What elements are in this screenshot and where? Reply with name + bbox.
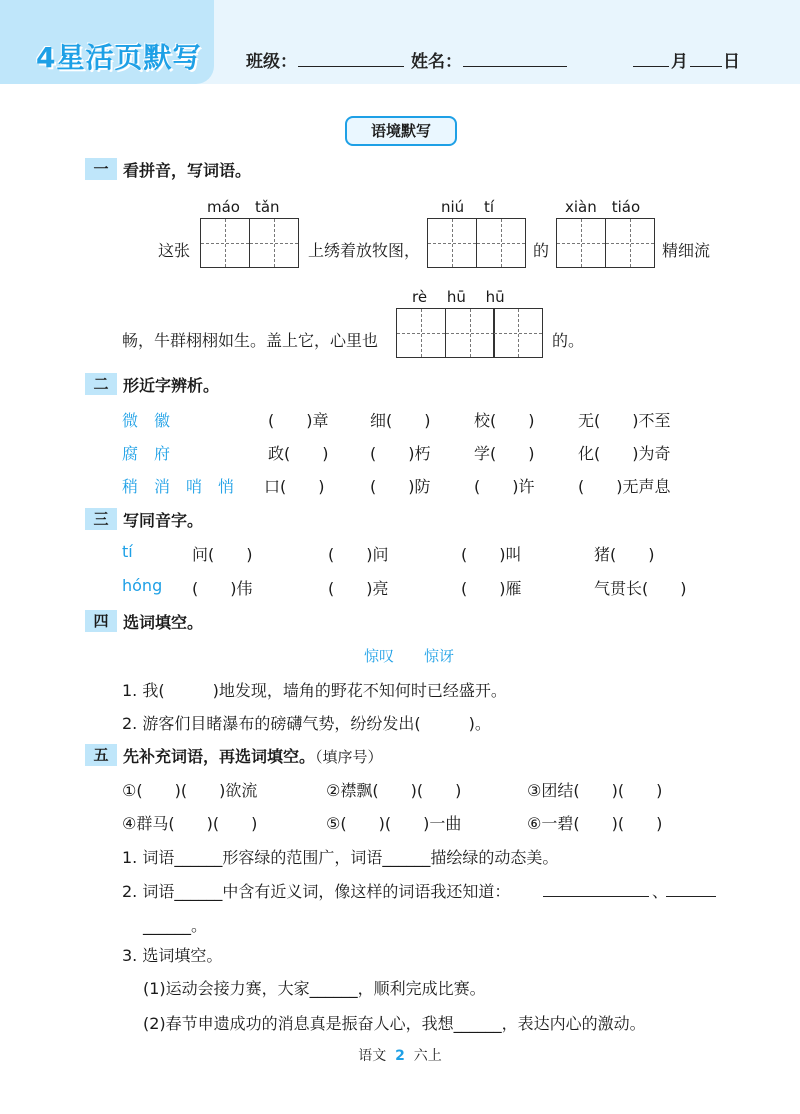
s4-question-1[interactable]: 1. 我( )地发现，墙角的野花不知何时已经盛开。	[122, 681, 507, 700]
section-5-number: 五	[85, 744, 117, 766]
fill-item[interactable]: 细( )	[370, 411, 431, 430]
s5-question-3-1[interactable]: (1)运动会接力赛，大家______，顺利完成比赛。	[143, 979, 486, 998]
day-label: 日	[723, 52, 740, 72]
s1-text-3: 的	[533, 241, 550, 260]
pinyin-rehuhu: rè hū hū	[412, 288, 505, 306]
fill-item[interactable]: 学( )	[474, 444, 535, 463]
answer-blank[interactable]	[666, 896, 716, 897]
s1-text-5: 畅，牛群栩栩如生。盖上它，心里也	[122, 331, 379, 350]
section-3-number: 三	[85, 508, 117, 530]
day-blank[interactable]	[690, 66, 722, 67]
s4-question-2[interactable]: 2. 游客们目睹瀑布的磅礴气势，纷纷发出( )。	[122, 714, 491, 733]
s5-question-2[interactable]: 2. 词语______中含有近义词，像这样的词语我还知道：	[122, 882, 511, 901]
month-label: 月	[671, 52, 688, 72]
section-2-number: 二	[85, 373, 117, 395]
fill-item[interactable]: 猪( )	[594, 545, 655, 564]
fill-item[interactable]: ( )章	[268, 411, 329, 430]
fill-item[interactable]: ( )许	[474, 477, 535, 496]
name-label: 姓名：	[411, 52, 462, 72]
idiom-item[interactable]: ②襟飘( )( )	[326, 781, 462, 800]
fill-item[interactable]: 口( )	[264, 477, 325, 496]
grid-cell[interactable]	[476, 218, 526, 268]
grid-cell[interactable]	[200, 218, 250, 268]
writing-grid-xiantiao[interactable]	[556, 218, 655, 268]
writing-grid-rehuhu[interactable]	[396, 308, 543, 358]
s5-question-1[interactable]: 1. 词语______形容绿的范围广，词语______描绘绿的动态美。	[122, 848, 559, 867]
idiom-item[interactable]: ⑥一碧( )( )	[527, 814, 663, 833]
fill-item[interactable]: 化( )为奇	[578, 444, 671, 463]
page-number: 2	[395, 1048, 405, 1064]
s5-question-3: 3. 选词填空。	[122, 946, 223, 965]
section-1-number: 一	[85, 158, 117, 180]
section-3-title: 写同音字。	[123, 511, 204, 530]
fill-item[interactable]: 校( )	[474, 411, 535, 430]
char-group: 稍 消 哨 悄	[122, 477, 235, 496]
idiom-item[interactable]: ⑤( )( )一曲	[326, 814, 462, 833]
s1-text-2: 上绣着放牧图，	[308, 241, 421, 260]
pinyin-ti: tí	[122, 542, 133, 561]
section-heading: 语境默写	[345, 116, 457, 146]
grid-cell[interactable]	[556, 218, 606, 268]
worksheet-title: 4星活页默写	[36, 41, 202, 74]
fill-item[interactable]: 气贯长( )	[594, 579, 687, 598]
s5-question-2-cont[interactable]: ______。	[143, 916, 208, 935]
idiom-item[interactable]: ③团结( )( )	[527, 781, 663, 800]
s5-question-3-2[interactable]: (2)春节申遗成功的消息真是振奋人心，我想______，表达内心的激动。	[143, 1014, 646, 1033]
section-5-title	[123, 744, 383, 767]
pinyin-maotan: máo tǎn	[207, 198, 280, 216]
section-5-title-text: 先补充词语，再选词填空。	[123, 747, 316, 766]
fill-item[interactable]: ( )朽	[370, 444, 431, 463]
fill-item[interactable]: ( )问	[328, 545, 389, 564]
grid-cell[interactable]	[427, 218, 477, 268]
page-footer	[0, 1045, 800, 1065]
fill-item[interactable]: 问( )	[192, 545, 253, 564]
fill-item[interactable]: 政( )	[268, 444, 329, 463]
fill-item[interactable]: ( )无声息	[578, 477, 671, 496]
grid-cell[interactable]	[249, 218, 299, 268]
section-4-number: 四	[85, 610, 117, 632]
fill-item[interactable]: ( )伟	[192, 579, 253, 598]
fill-item[interactable]: ( )亮	[328, 579, 389, 598]
fill-item[interactable]: 无( )不至	[578, 411, 671, 430]
footer-grade: 六上	[413, 1048, 442, 1064]
pinyin-xiantiao: xiàn tiáo	[565, 198, 641, 216]
writing-grid-maotan[interactable]	[200, 218, 299, 268]
grid-cell[interactable]	[493, 308, 543, 358]
answer-blank[interactable]	[543, 896, 649, 897]
pinyin-niuti: niú tí	[441, 198, 494, 216]
s1-text-6: 的。	[552, 331, 585, 350]
fill-item[interactable]: ( )叫	[461, 545, 522, 564]
class-blank[interactable]	[298, 66, 404, 67]
name-blank[interactable]	[463, 66, 567, 67]
char-group: 腐 府	[122, 444, 171, 463]
grid-cell[interactable]	[445, 308, 495, 358]
section-4-title: 选词填空。	[123, 613, 204, 632]
section-5-title-note: （填序号）	[315, 748, 383, 766]
idiom-item[interactable]: ①( )( )欲流	[122, 781, 258, 800]
s1-text-1: 这张	[158, 241, 191, 260]
class-label: 班级：	[246, 52, 297, 72]
fill-item[interactable]: ( )雁	[461, 579, 522, 598]
grid-cell[interactable]	[396, 308, 446, 358]
idiom-item[interactable]: ④群马( )( )	[122, 814, 258, 833]
char-group: 微 徽	[122, 411, 171, 430]
writing-grid-niuti[interactable]	[427, 218, 526, 268]
fill-item[interactable]: ( )防	[370, 477, 431, 496]
footer-subject: 语文	[358, 1048, 387, 1064]
section-2-title: 形近字辨析。	[123, 376, 220, 395]
section-1-title: 看拼音，写词语。	[123, 161, 252, 180]
s1-text-4: 精细流	[662, 241, 711, 260]
month-blank[interactable]	[633, 66, 669, 67]
word-choices: 惊叹 惊讶	[364, 647, 455, 665]
separator: 、	[652, 882, 669, 901]
grid-cell[interactable]	[605, 218, 655, 268]
pinyin-hong: hóng	[122, 576, 163, 595]
